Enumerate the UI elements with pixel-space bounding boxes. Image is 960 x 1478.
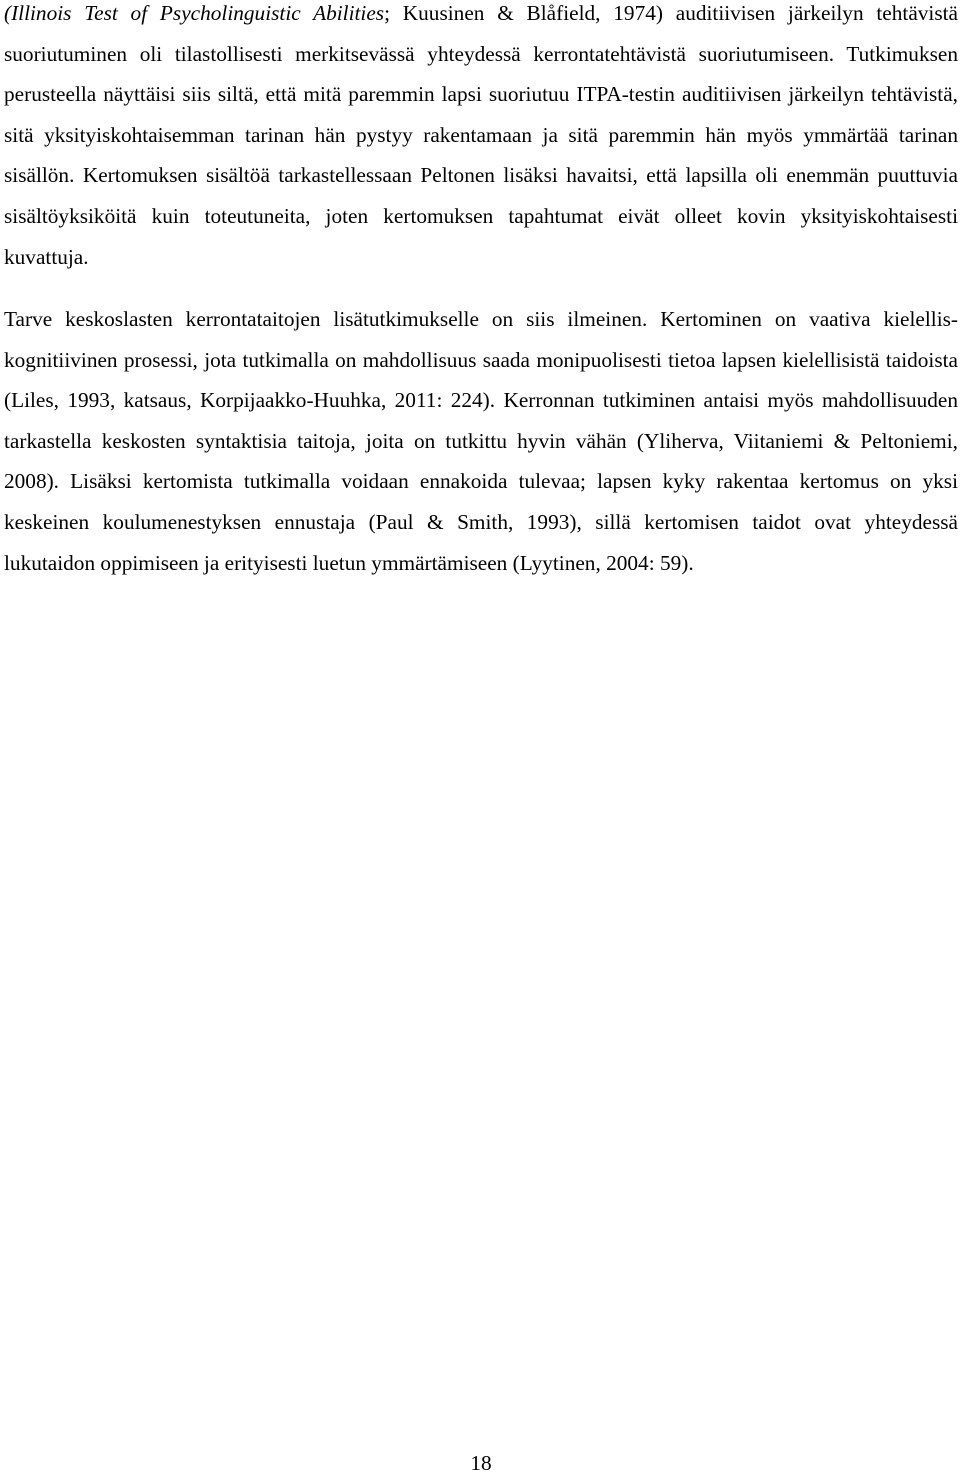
paragraph-body: ; Kuusinen & Blåfield, 1974) auditiivisen järkeilyn tehtävistä suoriutuminen oli tilastollisesti merkitsevässä yhteydessä kerrontatehtävistä suoriutumiseen. Tutkimuksen perusteella näyttäisi siis siltä, että mitä paremmin lapsi suoriutuu ITPA-testin auditiivisen järkeilyn tehtävistä, sitä yksityiskohtaisemman tarinan hän pystyy rakentamaan ja sitä paremmin hän myös ymmärtää tarinan sisällön. Kertomuksen sisältöä tarkastellessaan Peltonen lisäksi havaitsi, että lapsilla oli enemmän puuttuvia sisältöyksiköitä kuin toteutuneita, joten kertomuksen tapahtumat eivät olleet kovin yksityiskohtaisesti kuvattuja.	[4, 1, 958, 269]
paragraph-italic-lead: (Illinois Test of Psycholinguistic Abilities	[4, 1, 385, 25]
document-page	[4, 0, 958, 1478]
paragraph-research-need: Tarve keskoslasten kerrontataitojen lisätutkimukselle on siis ilmeinen. Kertominen on vaativa kielellis-kognitiivinen prosessi, jota tutkimalla on mahdollisuus saada monipuolisesti tietoa lapsen kielellisistä taidoista (Liles, 1993, katsaus, Korpijaakko-Huuhka, 2011: 224). Kerronnan tutkiminen antaisi myös mahdollisuuden tarkastella keskosten syntaktisia taitoja, joita on tutkittu hyvin vähän (Yliherva, Viitaniemi & Peltoniemi, 2008). Lisäksi kertomista tutkimalla voidaan ennakoida tulevaa; lapsen kyky rakentaa kertomus on yksi keskeinen koulumenestyksen ennustaja (Paul & Smith, 1993), sillä kertomisen taidot ovat yhteydessä lukutaidon oppimiseen ja erityisesti luetun ymmärtämiseen (Lyytinen, 2004: 59).	[4, 307, 958, 575]
page-number: 18	[470, 1451, 492, 1475]
paragraph-itpa-findings	[4, 0, 958, 277]
